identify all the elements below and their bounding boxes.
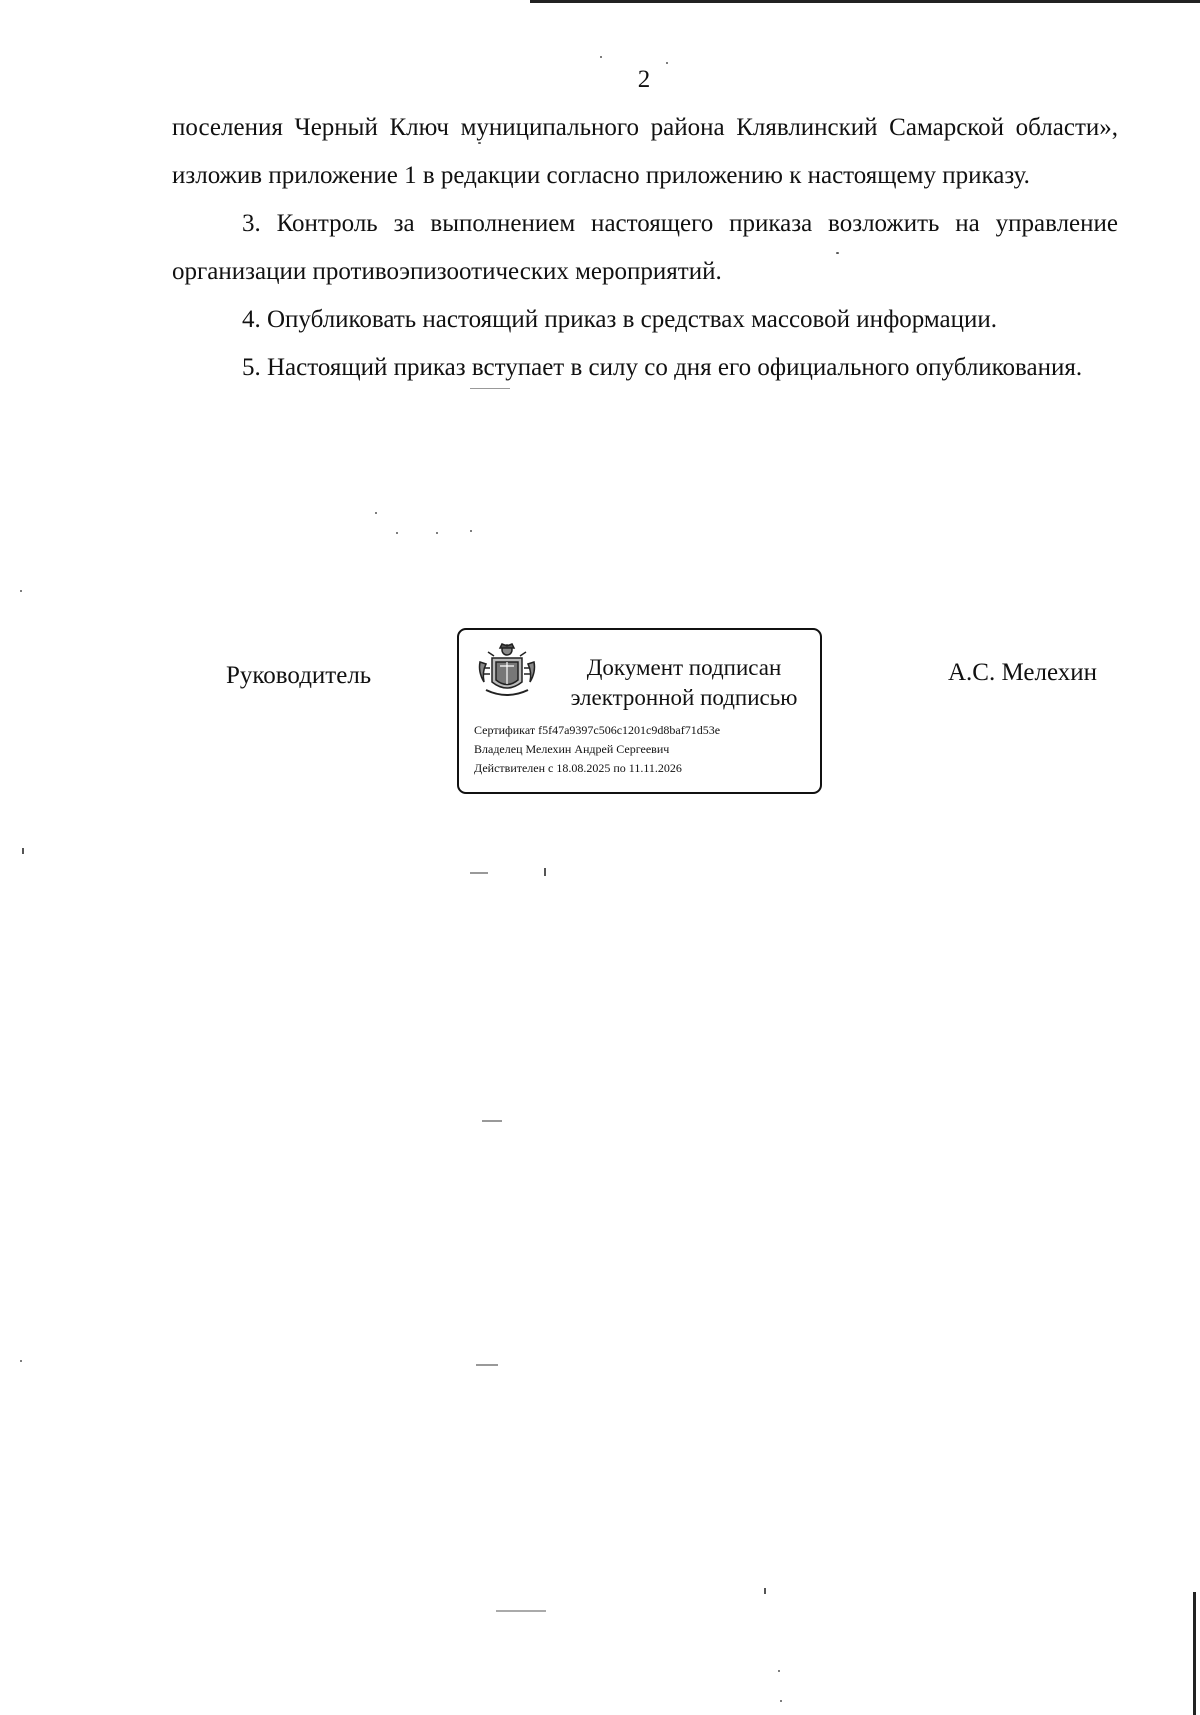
scan-speck [396,532,398,534]
signatory-name: А.С. Мелехин [948,659,1097,686]
signatory-position: Руководитель [226,662,372,689]
stamp-certificate: Сертификат f5f47a9397c506c1201c9d8baf71d53e [474,723,721,737]
body-paragraph-item-4: 4. Опубликовать настоящий приказ в средствах массовой информации. [242,306,998,333]
scan-speck [470,872,488,874]
page-number: 2 [637,66,651,93]
stamp-subtitle: электронной подписью [570,685,798,710]
body-paragraph-item-3: 3. Контроль за выполнением настоящего приказа возложить на управление организации противоэпизоотических мероприятий. [172,210,1118,285]
scan-speck [20,590,22,592]
scan-speck [836,252,839,254]
stamp-owner: Владелец Мелехин Андрей Сергеевич [474,742,670,756]
document-body [172,104,1118,392]
body-paragraph-item-5: 5. Настоящий приказ вступает в силу со дня его официального опубликования. [242,354,1083,381]
scan-speck [600,56,602,58]
electronic-signature-stamp [457,628,822,794]
signature-block [0,628,1200,798]
scan-speck [778,1670,780,1672]
scan-speck [666,62,668,64]
scan-speck [470,530,472,532]
stamp-title: Документ подписан [586,655,782,680]
scan-speck [22,848,24,854]
scan-speck [476,1364,498,1366]
scan-speck [375,512,377,514]
scan-top-edge [530,0,1200,3]
scan-speck [20,1360,22,1362]
scan-speck [482,1120,502,1122]
scan-speck [496,1610,546,1612]
scan-speck [544,868,546,876]
scan-right-edge [1193,1592,1196,1715]
body-paragraph-continuation: поселения Черный Ключ муниципального района Клявлинский Самарской области», изложив приложение 1 в редакции согласно приложению к настоящему приказу. [172,114,1118,189]
coat-of-arms-icon [474,638,540,704]
scan-speck [780,1700,782,1702]
scan-speck [436,532,438,534]
scan-speck [470,388,510,389]
scan-speck [478,142,481,144]
stamp-validity: Действителен с 18.08.2025 по 11.11.2026 [474,761,682,775]
scan-speck [764,1588,766,1594]
